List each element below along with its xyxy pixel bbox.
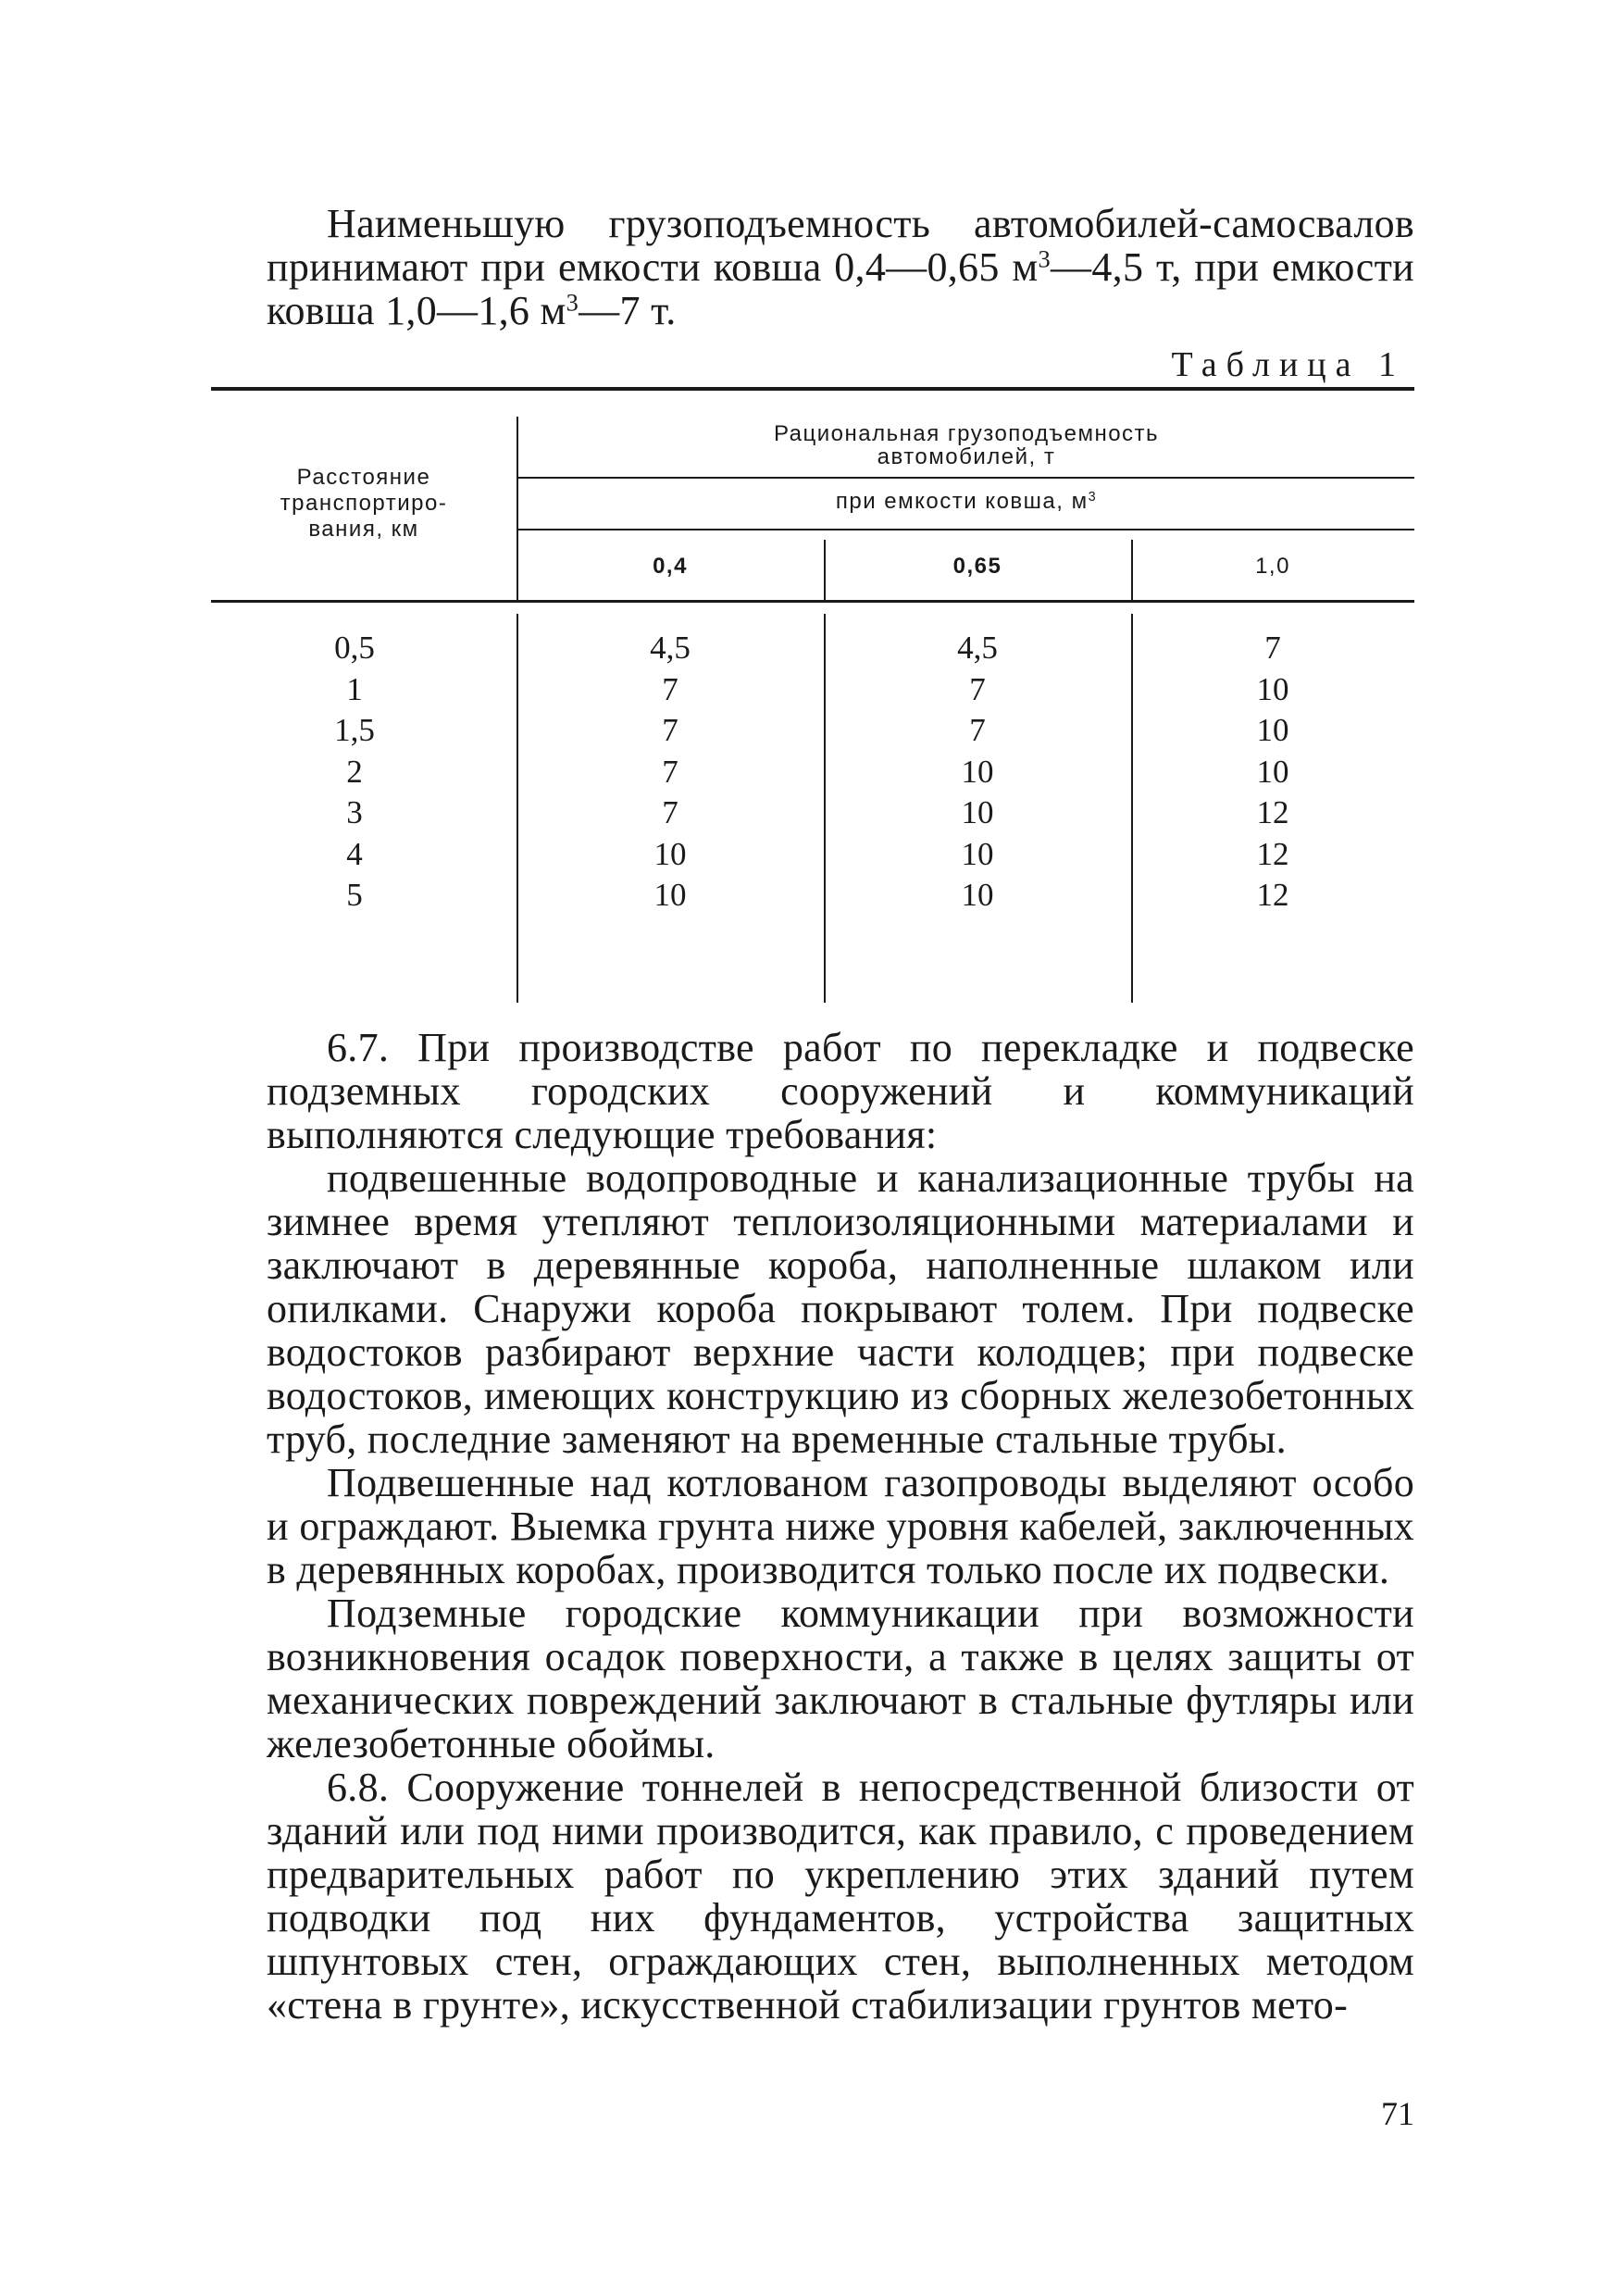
distance-cell: 1,5 <box>334 712 375 748</box>
capacity-cell: 12 <box>1256 877 1289 913</box>
capacity-cell: 7 <box>662 753 678 790</box>
capacity-cell: 10 <box>961 835 994 872</box>
table-top-rule <box>211 387 1414 391</box>
col-divider-2-body <box>824 614 826 1003</box>
col-divider-1-body <box>517 614 518 1003</box>
body-text <box>267 1026 1414 2027</box>
body-paragraph: 6.7. При производстве работ по перекладке и подвеске подземных городских сооружений и коммуникаций выполняются следующие требования: <box>267 1025 1414 1157</box>
distance-cell: 2 <box>346 753 363 790</box>
capacity-cell: 7 <box>1264 630 1281 666</box>
body-paragraph: подвешенные водопроводные и канализационные трубы на зимнее время утепляют теплоизоляционными материалами и заключают в деревянные короба, наполненные шлаком или опилками. Снаружи короба покрывают толем. При подвеске водостоков разбирают верхние части колодцев; при подвеске водостоков, имеющих конструкцию из сборных железобетонных труб, последние заменяют на временные стальные трубы. <box>267 1155 1414 1462</box>
col-divider-3 <box>1131 540 1133 600</box>
capacity-cell: 7 <box>662 670 678 707</box>
distance-cell: 5 <box>346 877 363 913</box>
body-paragraph: 6.8. Сооружение тоннелей в непосредственной близости от зданий или под ними производится, как правило, с проведением предварительных работ по укреплению этих зданий путем подводки под них фундаментов, устройства защитных шпунтовых стен, ограждающих стен, выполненных методом «стена в грунте», искусственной стабилизации грунтов мето- <box>267 1765 1414 2028</box>
header-distance: Расстояние транспортиро- вания, км <box>280 465 448 542</box>
col-divider-2 <box>824 540 826 600</box>
capacity-cell: 7 <box>969 712 986 748</box>
header-rule-1 <box>517 477 1414 479</box>
distance-cell: 4 <box>346 835 363 872</box>
capacity-cell: 10 <box>1256 753 1289 790</box>
capacity-cell: 10 <box>653 835 687 872</box>
capacity-cell: 4,5 <box>650 630 691 666</box>
capacity-cell: 12 <box>1256 835 1289 872</box>
capacity-cell: 7 <box>969 670 986 707</box>
body-paragraph: Подземные городские коммуникации при возможности возникновения осадок поверхности, а также в целях защиты от механических повреждений заключают в стальные футляры или железобетонные обоймы. <box>267 1591 1414 1766</box>
header-bottom-rule <box>211 600 1414 603</box>
header-capacity: Рациональная грузоподъемность автомобилей, т <box>773 421 1160 469</box>
table-caption: Таблица 1 <box>1171 345 1405 384</box>
capacity-cell: 10 <box>961 753 994 790</box>
capacity-cell: 10 <box>961 794 994 830</box>
capacity-cell: 10 <box>1256 712 1289 748</box>
column-header-1: 0,4 <box>653 554 688 579</box>
capacity-cell: 4,5 <box>957 630 998 666</box>
distance-cell: 3 <box>346 794 363 830</box>
distance-cell: 0,5 <box>334 630 375 666</box>
body-paragraph: Подвешенные над котлованом газопроводы выделяют особо и ограждают. Выемка грунта ниже уровня кабелей, заключенных в деревянных коробах, производится только после их подвески. <box>267 1460 1414 1592</box>
capacity-cell: 10 <box>653 877 687 913</box>
column-header-2: 0,65 <box>952 554 1002 579</box>
page-number: 71 <box>1381 2095 1414 2132</box>
capacity-table <box>211 387 1414 1003</box>
capacity-cell: 10 <box>961 877 994 913</box>
capacity-cell: 7 <box>662 794 678 830</box>
header-rule-2 <box>517 529 1414 530</box>
capacity-cell: 7 <box>662 712 678 748</box>
intro-paragraph: Наименьшую грузоподъемность автомобилей-самосвалов принимают при емкости ковша 0,4—0,65 $м^3—4,5$ т, при емкости ковша 1,0—1,6 $м^3—7$ т. <box>267 201 1414 333</box>
capacity-cell: 10 <box>1256 670 1289 707</box>
header-bucket-capacity: при емкости ковша, $м^3$ <box>835 489 1098 514</box>
col-divider-3-body <box>1131 614 1133 1003</box>
distance-cell: 1 <box>346 670 363 707</box>
capacity-cell: 12 <box>1256 794 1289 830</box>
column-header-3: 1,0 <box>1255 554 1290 579</box>
